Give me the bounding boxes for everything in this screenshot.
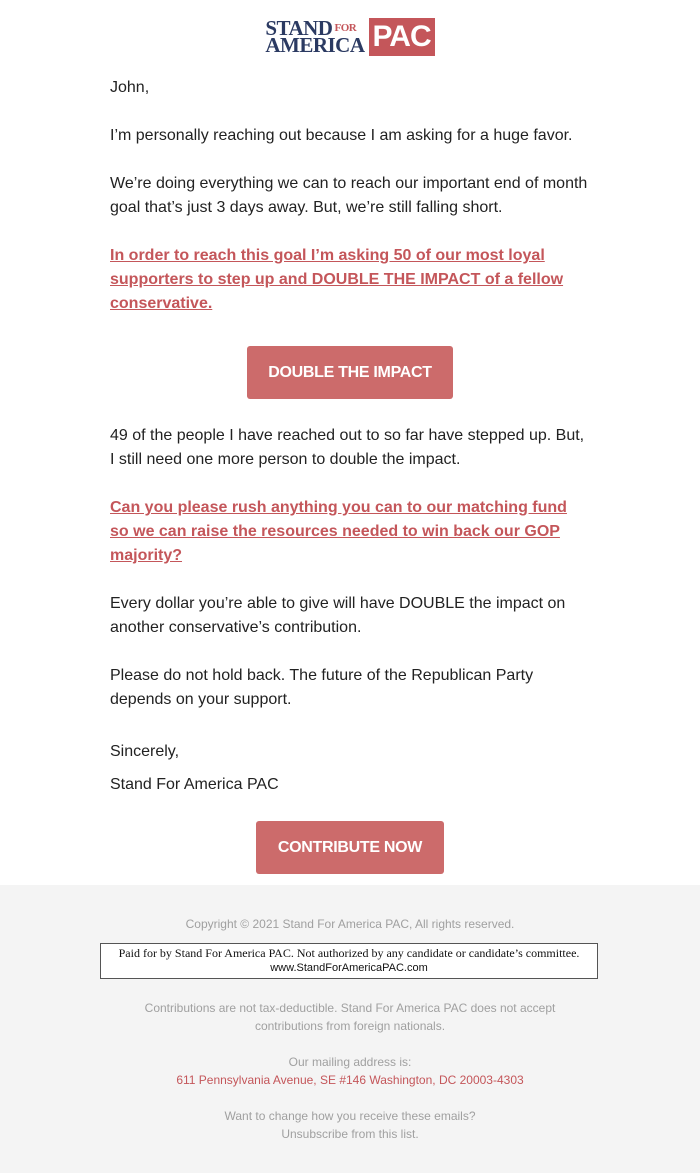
contribute-now-button[interactable]: CONTRIBUTE NOW [256,821,444,874]
link-double-impact-text[interactable]: In order to reach this goal I’m asking 50 of our most loyal supporters to step up and DOUBLE THE IMPACT of a fellow conservative. [110,247,564,312]
logo-pac-badge: PAC [369,18,435,56]
change-preferences-text: Want to change how you receive these emails? [224,1109,476,1123]
website-text: www.StandForAmericaPAC.com [270,962,428,974]
logo-wordmark [265,16,365,57]
logo-america: AMERICA [265,33,365,57]
tax-note: Contributions are not tax-deductible. Stand For America PAC does not accept contributions from foreign nationals. [144,1001,556,1033]
paid-for-disclaimer-box [100,943,598,979]
paragraph-49-people: 49 of the people I have reached out to so far have stepped up. But, I still need one more person to double the impact. [110,427,585,468]
logo-stand: STAND [265,16,333,40]
mailing-address-link[interactable]: 611 Pennsylvania Avenue, SE #146 Washington, DC 20003-4303 [176,1073,524,1087]
closing: Sincerely, [110,743,180,760]
cta-row-2 [0,821,700,874]
letter-content [0,76,700,316]
copyright-text: Copyright © 2021 Stand For America PAC, All rights reserved. [185,917,515,931]
greeting: John, [110,79,150,96]
double-the-impact-button[interactable]: DOUBLE THE IMPACT [247,346,453,399]
letter-content-2 [0,424,700,797]
paragraph-favor: I’m personally reaching out because I am asking for a huge favor. [110,127,573,144]
header-logo-area [0,0,700,76]
paid-for-text: Paid for by Stand For America PAC. Not authorized by any candidate or candidate’s committee. [118,946,580,960]
paragraph-do-not-hold-back: Please do not hold back. The future of the Republican Party depends on your support. [110,667,534,708]
paragraph-every-dollar: Every dollar you’re able to give will have DOUBLE the impact on another conservative’s contribution. [110,595,566,636]
logo-for: FOR [334,22,357,34]
unsubscribe-link[interactable]: Unsubscribe from this list. [281,1127,419,1141]
signature: Stand For America PAC [110,776,279,793]
stand-for-america-logo[interactable] [265,18,434,56]
link-matching-fund-text[interactable]: Can you please rush anything you can to our matching fund so we can raise the resources needed to win back our GOP majority? [110,499,567,564]
footer [0,885,700,1173]
paragraph-goal: We’re doing everything we can to reach our important end of month goal that’s just 3 days away. But, we’re still falling short. [110,175,588,216]
cta-row-1 [0,346,700,399]
mailing-label: Our mailing address is: [288,1055,412,1069]
